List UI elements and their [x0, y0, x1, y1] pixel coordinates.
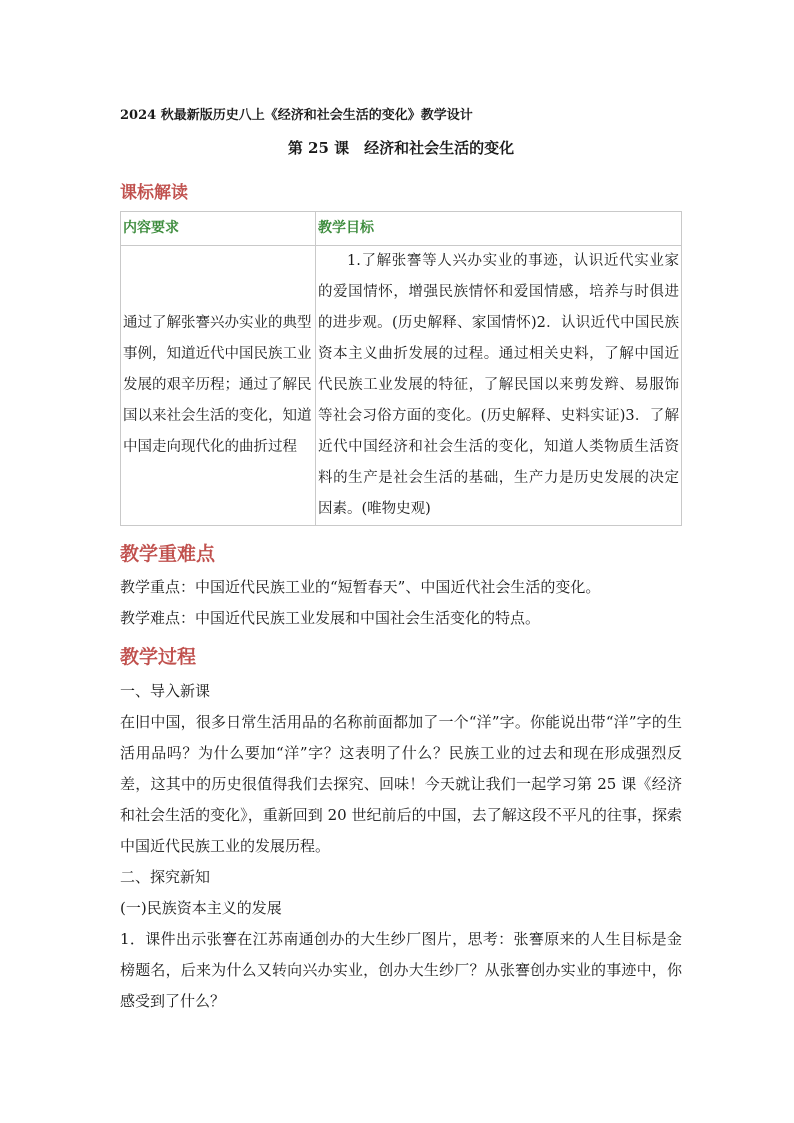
header-content-requirements: 内容要求 — [121, 212, 316, 246]
key-point-text: 教学重点：中国近代民族工业的“短暂春天”、中国近代社会生活的变化。 — [120, 578, 601, 596]
lesson-title: 第 25 课 经济和社会生活的变化 — [287, 139, 515, 157]
table-row — [121, 246, 682, 526]
subsection-heading: (一)民族资本主义的发展 — [120, 899, 282, 917]
part2-heading: 二、探究新知 — [120, 868, 211, 886]
difficult-point-text: 教学难点：中国近代民族工业发展和中国社会生活变化的特点。 — [120, 609, 541, 627]
part1-heading: 一、导入新课 — [120, 682, 211, 700]
teaching-goals-cell: 1.了解张謇等人兴办实业的事迹，认识近代实业家的爱国情怀，增强民族情怀和爱国情感，培养与时俱进的进步观。(历史解释、家国情怀)2．认识近代中国民族资本主义曲折发展的过程。通过相关史料，了解中国近代民族工业发展的特征，了解民国以来剪发辫、易服饰等社会习俗方面的变化。(历史解释、史料实证)3．了解近代中国经济和社会生活的变化，知道人类物质生活资料的生产是社会生活的基础，生产力是历史发展的决定因素。(唯物史观) — [316, 246, 682, 526]
section-heading-standard: 课标解读 — [120, 183, 188, 203]
section-heading-key-points: 教学重难点 — [120, 543, 216, 565]
section-heading-process: 教学过程 — [120, 646, 197, 668]
intro-paragraph: 在旧中国，很多日常生活用品的名称前面都加了一个“洋”字。你能说出带“洋”字的生活用品吗？为什么要加“洋”字？这表明了什么？民族工业的过去和现在形成强烈反差，这其中的历史很值得我们去探究、回味！今天就让我们一起学习第 25 课《经济和社会生活的变化》，重新回到 20 世纪前后的中国，去了解这段不平凡的往事，探索中国近代民族工业的发展历程。 — [120, 713, 682, 855]
question-paragraph: 1．课件出示张謇在江苏南通创办的大生纱厂图片，思考：张謇原来的人生目标是金榜题名，后来为什么又转向兴办实业，创办大生纱厂？从张謇创办实业的事迹中，你感受到了什么？ — [120, 930, 682, 1010]
document-title: 2024 秋最新版历史八上《经济和社会生活的变化》教学设计 — [120, 108, 473, 123]
header-teaching-goals: 教学目标 — [316, 212, 682, 246]
table-header-row — [121, 212, 682, 246]
content-requirement-cell: 通过了解张謇兴办实业的典型事例，知道近代中国民族工业发展的艰辛历程；通过了解民国以来社会生活的变化，知道中国走向现代化的曲折过程 — [121, 246, 316, 526]
standard-table — [120, 211, 682, 526]
